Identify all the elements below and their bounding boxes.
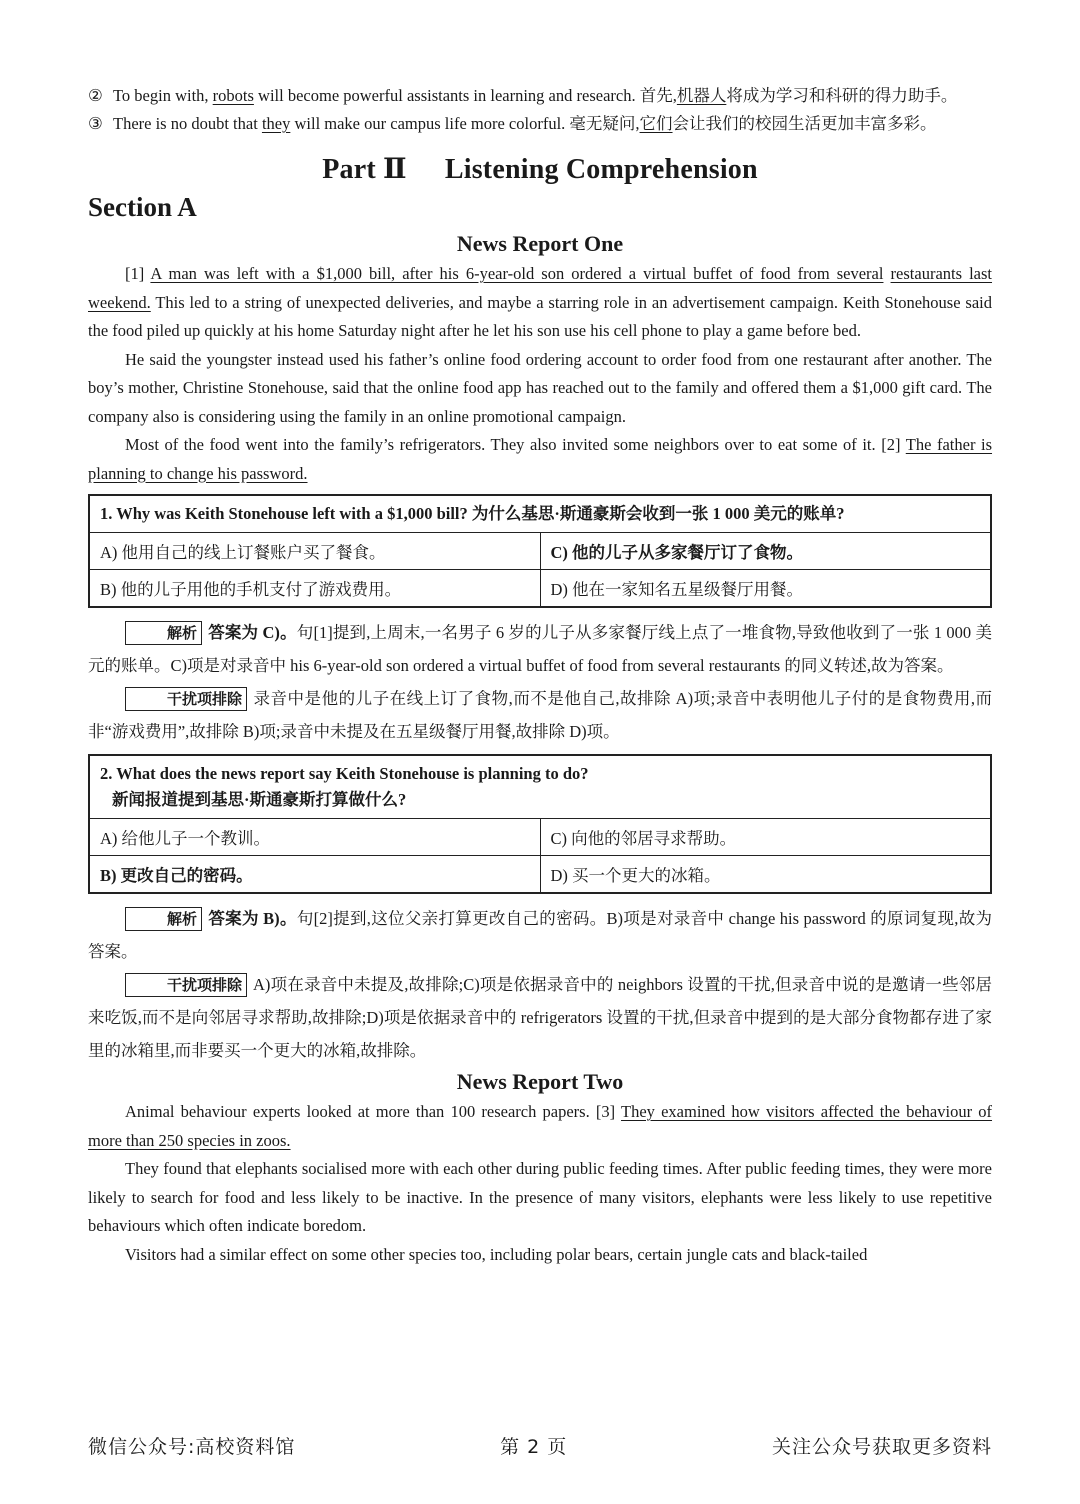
- option-b: B) 他的儿子用他的手机支付了游戏费用。: [89, 570, 540, 608]
- page-footer: [88, 1432, 992, 1462]
- footer-left: 微信公众号:高校资料馆: [88, 1436, 296, 1458]
- item-text: There is no doubt that they will make our campus life more colorful. 毫无疑问,它们会让我们的校园生活更加丰富多彩。: [113, 114, 937, 133]
- item-number: ②: [88, 86, 103, 105]
- page-number: 第 2 页: [500, 1436, 568, 1458]
- question-table: [88, 754, 992, 894]
- report-paragraph: He said the youngster instead used his father’s online food ordering account to order food from one restaurant after another. The boy’s mother, Christine Stonehouse, said that the online food app has reached out to the family and offered them a $1,000 gift card. The company also is considering using the family in an online promotional campaign.: [88, 349, 992, 426]
- question-text: 2. What does the news report say Keith Stonehouse is planning to do? 新闻报道提到基思·斯通豪斯打算做什么?: [89, 755, 991, 819]
- option-d: D) 买一个更大的冰箱。: [540, 856, 991, 894]
- option-c: C) 他的儿子从多家餐厅订了食物。: [540, 533, 991, 570]
- list-item: [88, 110, 992, 138]
- option-a: A) 他用自己的线上订餐账户买了餐食。: [89, 533, 540, 570]
- report-paragraph: They found that elephants socialised more with each other during public feeding times. After public feeding times, they were more likely to search for food and less likely to be inactive. In the presence of many visitors, elephants were less likely to use repetitive behaviours which often indicate boredom.: [88, 1159, 992, 1235]
- footer-right: 关注公众号获取更多资料: [771, 1436, 992, 1458]
- list-item: [88, 82, 992, 110]
- item-text: To begin with, robots will become powerful assistants in learning and research. 首先,机器人将成为学习和科研的得力助手。: [113, 86, 958, 105]
- option-d: D) 他在一家知名五星级餐厅用餐。: [540, 570, 991, 608]
- explanation: [88, 902, 992, 1067]
- question-text: 1. Why was Keith Stonehouse left with a $1,000 bill? 为什么基思·斯通豪斯会收到一张 1 000 美元的账单?: [89, 495, 991, 533]
- explanation: [88, 616, 992, 748]
- section-title: Section A: [88, 192, 197, 222]
- analysis-paragraph: 解析 答案为 B)。句[2]提到,这位父亲打算更改自己的密码。B)项是对录音中 change his password 的原词复现,故为答案。: [88, 909, 993, 961]
- analysis-paragraph: 解析 答案为 C)。句[1]提到,上周末,一名男子 6 岁的儿子从多家餐厅线上点了一堆食物,导致他收到了一张 1 000 美元的账单。C)项是对录音中 his 6-year-old son ordered a virtual buffet of food from several restaurants 的同义转述,故为答案。: [88, 623, 992, 675]
- report-title: News Report One: [456, 231, 624, 256]
- option-a: A) 给他儿子一个教训。: [89, 819, 540, 856]
- report-title: News Report Two: [456, 1069, 624, 1094]
- report-paragraph: Most of the food went into the family’s refrigerators. They also invited some neighbors over to eat some of it. [2] The father is planning to change his password.: [88, 435, 993, 483]
- report-paragraph: [1] A man was left with a $1,000 bill, after his 6-year-old son ordered a virtual buffet of food from several restaurants last weekend. This led to a string of unexpected deliveries, and maybe a starring role in an advertisement campaign. Keith Stonehouse said the food piled up quickly at his home Saturday night after he let his son use his cell phone to play a game before bed.: [88, 264, 993, 340]
- question-table: [88, 494, 992, 608]
- item-number: ③: [88, 114, 103, 133]
- distractor-tag: 干扰项排除: [125, 687, 247, 711]
- report-paragraph: Visitors had a similar effect on some other species too, including polar bears, certain jungle cats and black-tailed: [125, 1244, 868, 1264]
- option-c: C) 向他的邻居寻求帮助。: [540, 819, 991, 856]
- part-title: Part Ⅱ Listening Comprehension: [322, 154, 758, 185]
- distractor-tag: 干扰项排除: [125, 973, 247, 997]
- analysis-tag: 解析: [125, 907, 202, 931]
- option-b: B) 更改自己的密码。: [89, 856, 540, 894]
- distractor-paragraph: 干扰项排除 A)项在录音中未提及,故排除;C)项是依据录音中的 neighbors 设置的干扰,但录音中说的是邀请一些邻居来吃饭,而不是向邻居寻求帮助,故排除;D)项是依据录音中的 refrigerators 设置的干扰,但录音中提到的是大部分食物都存进了家里的冰箱里,而非要买一个更大的冰箱,故排除。: [88, 975, 992, 1060]
- distractor-paragraph: 干扰项排除 录音中是他的儿子在线上订了食物,而不是他自己,故排除 A)项;录音中表明他儿子付的是食物费用,而非“游戏费用”,故排除 B)项;录音中未提及在五星级餐厅用餐,故排除 D)项。: [88, 689, 992, 741]
- page-content: [88, 82, 992, 1269]
- analysis-tag: 解析: [125, 621, 202, 645]
- report-paragraph: Animal behaviour experts looked at more than 100 research papers. [3] They examined how visitors affected the behaviour of more than 250 species in zoos.: [88, 1102, 993, 1150]
